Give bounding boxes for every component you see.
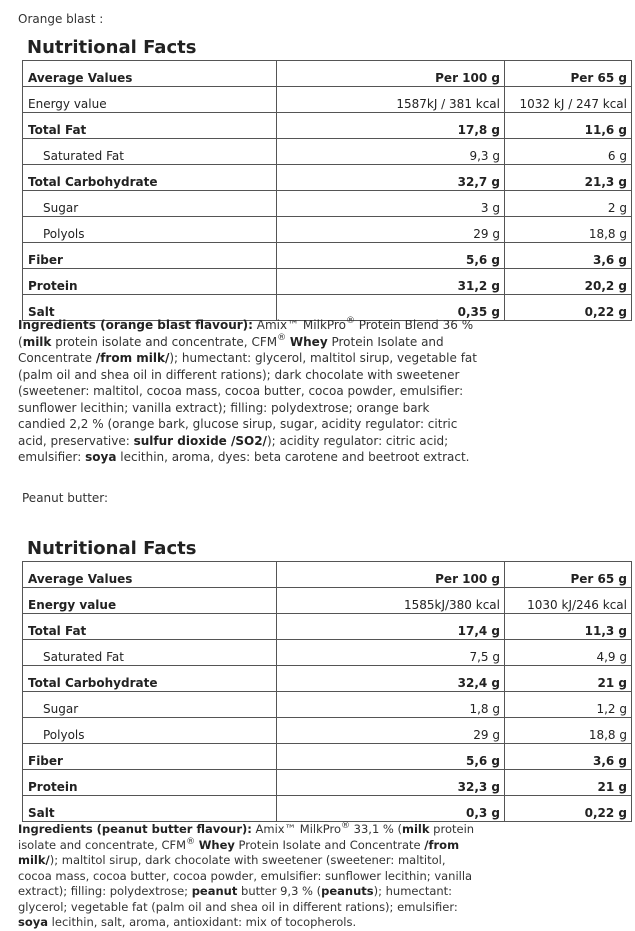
nutrient-value: 0,35 g <box>277 295 505 321</box>
nutrient-value: 9,3 g <box>277 139 505 165</box>
nutrient-name: Protein <box>23 770 277 796</box>
nutrient-value: 1,2 g <box>505 692 632 718</box>
nutrient-value: 18,8 g <box>505 718 632 744</box>
nutrient-name: Total Carbohydrate <box>23 666 277 692</box>
table-row <box>23 588 632 614</box>
table-row <box>23 87 632 113</box>
nutrient-value: 18,8 g <box>505 217 632 243</box>
ingredient-bold-text: milk <box>402 822 430 836</box>
nutrient-value: 32,4 g <box>277 666 505 692</box>
nutrient-name: Energy value <box>23 588 277 614</box>
table-row <box>23 139 632 165</box>
nutrient-value: 21 g <box>505 666 632 692</box>
nutrient-value: 17,4 g <box>277 614 505 640</box>
ingredient-text: ); humectant: glycerol; vegetable fat (palm oil and shea oil in different rations); emulsifier: <box>18 884 458 914</box>
nutrient-name: Saturated Fat <box>23 139 277 165</box>
nutrient-value: 32,7 g <box>277 165 505 191</box>
nutrient-value: 21 g <box>505 770 632 796</box>
table-row <box>23 718 632 744</box>
table-row <box>23 165 632 191</box>
table-row <box>23 692 632 718</box>
ingredients-text <box>18 317 478 466</box>
table-row <box>23 191 632 217</box>
table-row <box>23 614 632 640</box>
nutrient-value: 4,9 g <box>505 640 632 666</box>
nutrient-name: Fiber <box>23 243 277 269</box>
ingredient-bold-text: /from milk/ <box>95 351 170 365</box>
nutrient-value: 11,3 g <box>505 614 632 640</box>
nutrient-name: Sugar <box>23 692 277 718</box>
nutrient-name: Saturated Fat <box>23 640 277 666</box>
nutrient-name: Total Carbohydrate <box>23 165 277 191</box>
ingredient-bold-text: soya <box>85 450 117 464</box>
section-label: Orange blast : <box>18 12 104 26</box>
ingredient-text: butter 9,3 % ( <box>237 884 322 898</box>
column-header: Per 65 g <box>505 562 632 588</box>
nutrient-value: 20,2 g <box>505 269 632 295</box>
table-row <box>23 666 632 692</box>
nutrient-value: 5,6 g <box>277 243 505 269</box>
ingredient-bold-text: Whey <box>198 837 235 852</box>
ingredient-text: ); humectant: glycerol, maltitol sirup, vegetable fat (palm oil and shea oil in different rations); dark chocolate with sweetener (sweetener: maltitol, cocoa mass, cocoa butter, cocoa powder, emulsifier: sunflower lecithin; vanilla extract); filling: polydextrose; orange bark candied 2,2 % (orange bark, glucose sirup, sugar, acidity regulator: citric acid, preservative: <box>18 351 477 448</box>
nutrient-value: 2 g <box>505 191 632 217</box>
table-row <box>23 770 632 796</box>
table-row <box>23 113 632 139</box>
nutrient-value: 1030 kJ/246 kcal <box>505 588 632 614</box>
ingredient-bold-text: sulfur dioxide /SO2/ <box>133 433 267 448</box>
ingredient-bold-text: peanut <box>191 884 238 898</box>
ingredient-bold-text: milk <box>22 334 52 349</box>
nutrient-value: 31,2 g <box>277 269 505 295</box>
ingredient-bold-text: Ingredients (orange blast flavour): <box>18 318 253 332</box>
ingredient-text: Amix™ MilkPro <box>251 822 341 836</box>
ingredient-text: ® <box>345 316 355 326</box>
table-row <box>23 744 632 770</box>
nutrient-name: Energy value <box>23 87 277 113</box>
ingredient-text: Protein Isolate and Concentrate <box>18 334 444 365</box>
ingredient-text: Protein Blend 36 % ( <box>18 318 474 349</box>
ingredient-text: lecithin, aroma, dyes: beta carotene and beetroot extract. <box>116 450 470 464</box>
table-title: Nutritional Facts <box>27 37 197 58</box>
column-header: Per 65 g <box>505 61 632 87</box>
nutrient-name: Sugar <box>23 191 277 217</box>
nutrient-value: 3,6 g <box>505 243 632 269</box>
ingredient-text: Amix™ MilkPro <box>252 318 346 332</box>
section-label: Peanut butter: <box>22 491 109 505</box>
ingredient-bold-text: Ingredients (peanut butter flavour): <box>18 822 252 836</box>
nutrient-value: 3,6 g <box>505 744 632 770</box>
nutrient-value: 7,5 g <box>277 640 505 666</box>
nutrient-name: Fiber <box>23 744 277 770</box>
ingredient-text: ); maltitol sirup, dark chocolate with sweetener (sweetener: maltitol, cocoa mass, cocoa butter, cocoa powder, emulsifier: sunflower lecithin; vanilla extract); filling: polydextrose; <box>18 853 473 898</box>
nutrient-name: Total Fat <box>23 614 277 640</box>
ingredient-text: Protein Isolate and Concentrate <box>234 837 425 852</box>
ingredient-text: protein isolate and concentrate, CFM <box>18 822 475 852</box>
table-row <box>23 217 632 243</box>
nutrient-name: Polyols <box>23 718 277 744</box>
nutrient-value: 1032 kJ / 247 kcal <box>505 87 632 113</box>
nutrient-value: 1585kJ/380 kcal <box>277 588 505 614</box>
ingredient-text: protein isolate and concentrate, CFM <box>51 334 278 349</box>
table-header-row <box>23 61 632 87</box>
nutrition-table <box>22 60 632 321</box>
nutrient-value: 3 g <box>277 191 505 217</box>
nutrient-value: 0,22 g <box>505 796 632 822</box>
nutrient-value: 29 g <box>277 718 505 744</box>
ingredient-text: lecithin, salt, aroma, antioxidant: mix of tocopherols. <box>48 915 357 929</box>
ingredient-bold-text: soya <box>18 915 49 929</box>
ingredient-text: ® <box>277 332 287 343</box>
ingredient-text: 33,1 % ( <box>350 822 402 836</box>
column-header: Average Values <box>23 61 277 87</box>
nutrient-value: 11,6 g <box>505 113 632 139</box>
ingredient-bold-text: peanuts <box>321 884 374 898</box>
nutrient-name: Polyols <box>23 217 277 243</box>
table-row <box>23 269 632 295</box>
nutrient-value: 6 g <box>505 139 632 165</box>
ingredient-bold-text: /from milk/ <box>18 837 460 867</box>
nutrition-table <box>22 561 632 822</box>
table-row <box>23 796 632 822</box>
ingredient-text: ® <box>186 836 196 847</box>
nutrient-name: Total Fat <box>23 113 277 139</box>
nutrient-value: 32,3 g <box>277 770 505 796</box>
table-title: Nutritional Facts <box>27 538 197 559</box>
nutrient-value: 1,8 g <box>277 692 505 718</box>
nutrient-name: Salt <box>23 796 277 822</box>
column-header: Average Values <box>23 562 277 588</box>
nutrient-value: 1587kJ / 381 kcal <box>277 87 505 113</box>
nutrient-value: 0,22 g <box>505 295 632 321</box>
nutrient-value: 0,3 g <box>277 796 505 822</box>
table-header-row <box>23 562 632 588</box>
table-row <box>23 640 632 666</box>
column-header: Per 100 g <box>277 562 505 588</box>
ingredients-text <box>18 822 478 931</box>
nutrient-name: Protein <box>23 269 277 295</box>
ingredient-bold-text: Whey <box>289 334 328 349</box>
nutrient-value: 5,6 g <box>277 744 505 770</box>
column-header: Per 100 g <box>277 61 505 87</box>
ingredient-text: ® <box>341 821 350 831</box>
ingredient-text: ); acidity regulator: citric acid; emulsifier: <box>18 433 449 464</box>
table-row <box>23 243 632 269</box>
nutrient-value: 21,3 g <box>505 165 632 191</box>
nutrient-value: 29 g <box>277 217 505 243</box>
nutrient-name: Salt <box>23 295 277 321</box>
nutrient-value: 17,8 g <box>277 113 505 139</box>
